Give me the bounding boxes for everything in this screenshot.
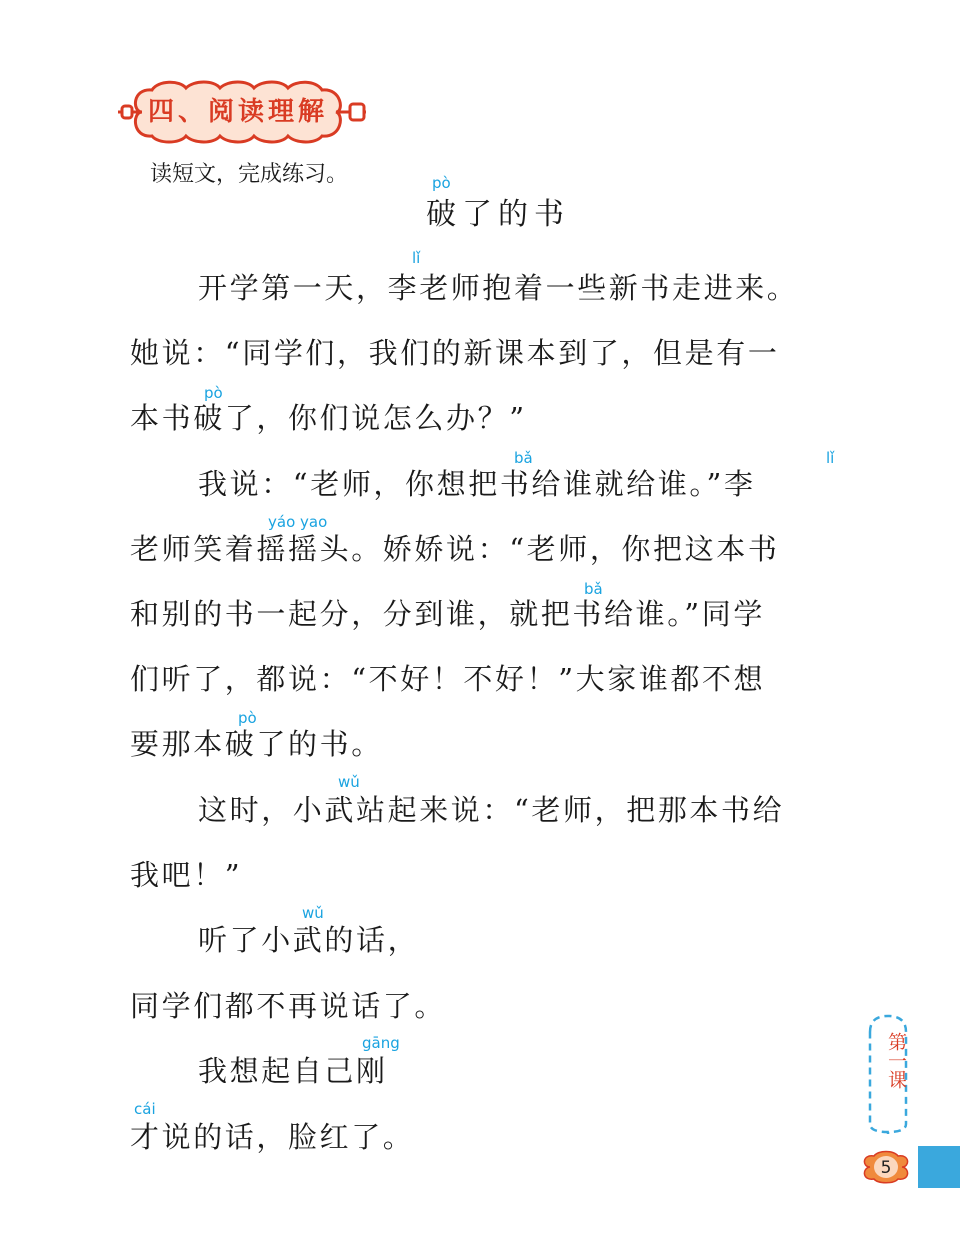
pinyin-annotation: wǔ (338, 773, 360, 791)
story-line: 开学第一天，李老师抱着一些新书走进来。 (198, 271, 799, 305)
story-line: 要那本破了的书。 (130, 727, 383, 761)
story-line: 这时，小武站起来说：“老师，把那本书给 (198, 793, 785, 827)
section-title: 四、阅读理解 (148, 97, 329, 127)
story-line: 同学们都不再说话了。 (130, 989, 447, 1023)
section-header-badge (118, 80, 368, 144)
lesson-tag-label: 第一课 (885, 1032, 907, 1089)
pinyin-annotation: yáo yao (268, 513, 328, 531)
page-corner-tab (918, 1146, 960, 1188)
pinyin-annotation: gāng (362, 1034, 400, 1052)
page-number: 5 (880, 1158, 892, 1178)
story-line: 我吧！” (130, 858, 243, 892)
pinyin-annotation: pò (432, 174, 451, 192)
lesson-tag (866, 1012, 910, 1134)
pinyin-annotation: cái (134, 1100, 156, 1118)
pinyin-annotation: pò (238, 709, 257, 727)
pinyin-annotation: pò (204, 384, 223, 402)
story-line: 她说：“同学们，我们的新课本到了，但是有一 (130, 336, 780, 370)
pinyin-annotation: lǐ (412, 249, 421, 267)
pinyin-annotation: bǎ (584, 580, 603, 598)
instruction-text: 读短文，完成练习。 (150, 162, 349, 187)
story-line: 和别的书一起分，分到谁，就把书给谁。”同学 (130, 597, 765, 631)
pinyin-annotation: wǔ (302, 904, 324, 922)
story-line: 们听了，都说：“不好！不好！”大家谁都不想 (130, 662, 766, 696)
story-line: 才说的话，脸红了。 (130, 1120, 415, 1154)
story-line: 我想起自己刚 (198, 1054, 388, 1088)
pinyin-annotation: lǐ (826, 449, 835, 467)
page-number-badge (860, 1150, 912, 1184)
story-line: 本书破了，你们说怎么办？” (130, 401, 527, 435)
story-line: 我说：“老师，你想把书给谁就给谁。”李 (198, 467, 756, 501)
story-line: 老师笑着摇摇头。娇娇说：“老师，你把这本书 (130, 532, 780, 566)
story-title: 破了的书 (426, 197, 570, 232)
pinyin-annotation: bǎ (514, 449, 533, 467)
story-line: 听了小武的话， (198, 923, 420, 957)
